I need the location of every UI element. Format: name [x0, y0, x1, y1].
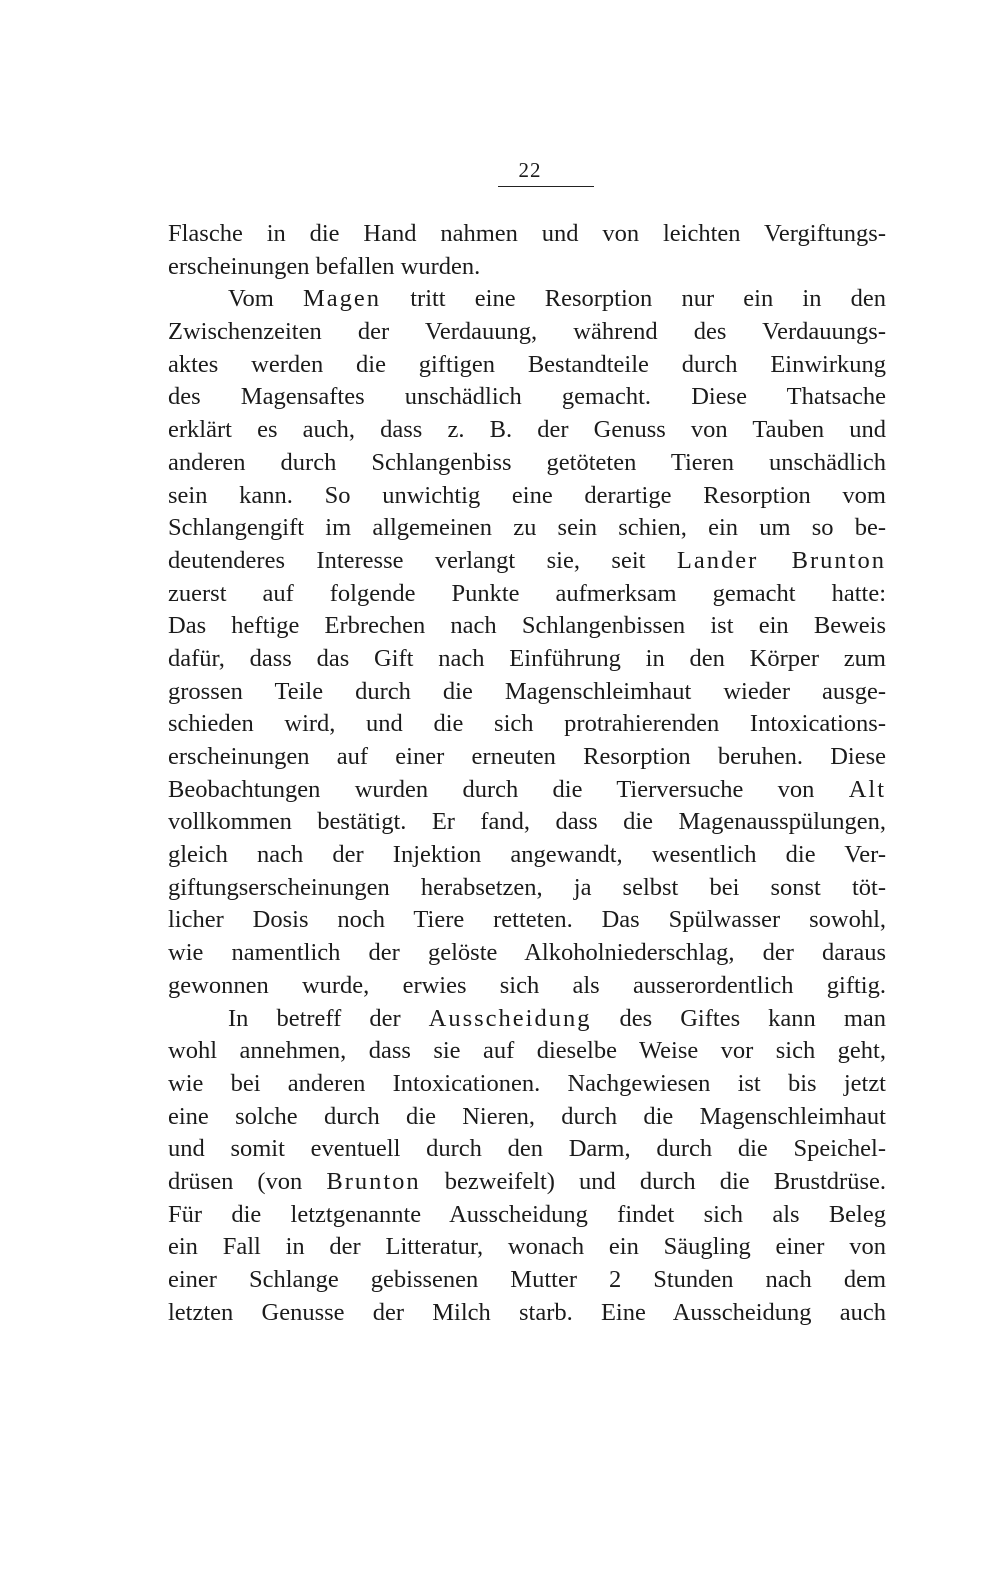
- text-line: Flasche in die Hand nahmen und von leichten Vergiftungs-: [168, 220, 886, 247]
- text-line: deutenderes Interesse verlangt sie, seit Lander Brunton: [168, 546, 886, 574]
- text-line: vollkommen bestätigt. Er fand, dass die Magenausspülungen,: [168, 808, 886, 836]
- text-line: schieden wird, und die sich protrahierenden Intoxications-: [168, 710, 886, 738]
- text-line: eine solche durch die Nieren, durch die Magenschleimhaut: [168, 1102, 886, 1130]
- text-line: dafür, dass das Gift nach Einführung in den Körper zum: [168, 644, 886, 672]
- text-line: anderen durch Schlangenbiss getöteten Tieren unschädlich: [168, 448, 886, 476]
- text-line: Schlangengift im allgemeinen zu sein schien, ein um so be-: [168, 514, 886, 542]
- text-line: licher Dosis noch Tiere retteten. Das Spülwasser sowohl,: [168, 906, 886, 934]
- text-line: erklärt es auch, dass z. B. der Genuss von Tauben und: [168, 416, 886, 444]
- text-line: gleich nach der Injektion angewandt, wesentlich die Ver-: [168, 841, 886, 869]
- text-line: wohl annehmen, dass sie auf dieselbe Weise vor sich geht,: [168, 1037, 886, 1065]
- text-line: erscheinungen befallen wurden.: [168, 252, 481, 280]
- text-line: sein kann. So unwichtig eine derartige Resorption vom: [168, 481, 886, 509]
- text-line: aktes werden die giftigen Bestandteile durch Einwirkung: [168, 350, 886, 378]
- text-line: drüsen (von Brunton bezweifelt) und durch die Brustdrüse.: [168, 1167, 886, 1195]
- text-line: In betreff der Ausscheidung des Giftes kann man: [228, 1004, 886, 1032]
- text-line: ein Fall in der Litteratur, wonach ein Säugling einer von: [168, 1233, 886, 1261]
- text-line: gewonnen wurde, erwies sich als ausserordentlich giftig.: [168, 971, 886, 999]
- text-line: Zwischenzeiten der Verdauung, während des Verdauungs-: [168, 318, 886, 346]
- page-number-rule: [498, 186, 594, 187]
- text-line: zuerst auf folgende Punkte aufmerksam gemacht hatte:: [168, 579, 886, 607]
- text-line: Beobachtungen wurden durch die Tierversuche von Alt: [168, 775, 886, 803]
- text-line: grossen Teile durch die Magenschleimhaut wieder ausge-: [168, 677, 886, 705]
- text-line: des Magensaftes unschädlich gemacht. Diese Thatsache: [168, 383, 886, 411]
- text-line: wie namentlich der gelöste Alkoholniederschlag, der daraus: [168, 939, 886, 967]
- page-number: 22: [518, 158, 542, 182]
- text-line: giftungserscheinungen herabsetzen, ja selbst bei sonst töt-: [168, 873, 886, 901]
- text-line: einer Schlange gebissenen Mutter 2 Stunden nach dem: [168, 1266, 886, 1293]
- text-line: letzten Genusse der Milch starb. Eine Ausscheidung auch: [168, 1298, 886, 1326]
- text-line: Für die letztgenannte Ausscheidung findet sich als Beleg: [168, 1200, 886, 1228]
- text-line: erscheinungen auf einer erneuten Resorption beruhen. Diese: [168, 743, 886, 770]
- text-line: und somit eventuell durch den Darm, durch die Speichel-: [168, 1135, 886, 1163]
- text-line: Vom Magen tritt eine Resorption nur ein in den: [228, 285, 886, 313]
- text-line: Das heftige Erbrechen nach Schlangenbissen ist ein Beweis: [168, 612, 886, 640]
- body-text: [168, 218, 886, 1329]
- text-line: wie bei anderen Intoxicationen. Nachgewiesen ist bis jetzt: [168, 1069, 886, 1097]
